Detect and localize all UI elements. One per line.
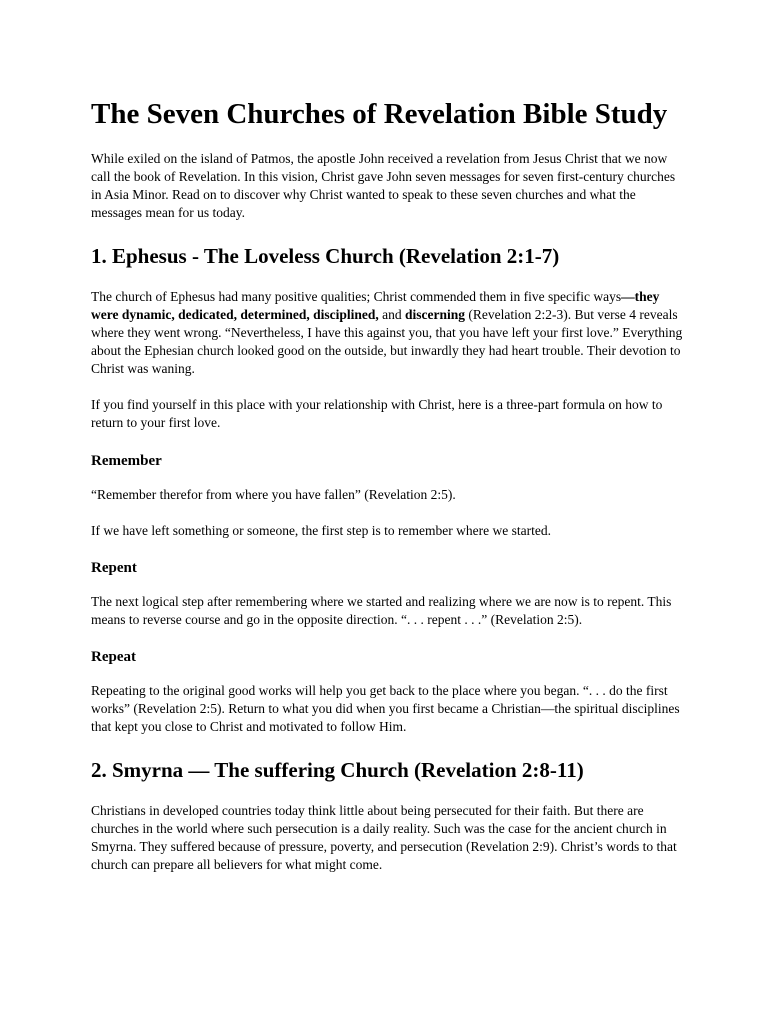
document-page bbox=[91, 96, 683, 892]
repeat-paragraph: Repeating to the original good works will help you get back to the place where you began. “. . . do the first works” (Revelation 2:5). Return to what you did when you first became a Christian—the spiritual disciplines that kept you close to Christ and motivated to follow Him. bbox=[91, 683, 680, 734]
document-title: The Seven Churches of Revelation Bible Study bbox=[91, 98, 668, 130]
ephesus-discerning: discerning bbox=[405, 307, 466, 322]
remember-quote: “Remember therefor from where you have fallen” (Revelation 2:5). bbox=[91, 487, 456, 502]
section-heading-ephesus: 1. Ephesus - The Loveless Church (Revelation 2:1-7) bbox=[91, 244, 560, 268]
ephesus-paragraph-start: The church of Ephesus had many positive qualities; Christ commended them in five specific ways bbox=[91, 289, 622, 304]
section-heading-smyrna: 2. Smyrna — The suffering Church (Revelation 2:8-11) bbox=[91, 758, 584, 782]
formula-paragraph: If you find yourself in this place with your relationship with Christ, here is a three-part formula on how to return to your first love. bbox=[91, 397, 663, 430]
smyrna-paragraph: Christians in developed countries today think little about being persecuted for their faith. But there are churches in the world where such persecution is a daily reality. Such was the case for the ancient church in Smyrna. They suffered because of pressure, poverty, and persecution (Revelation 2:9). Christ’s words to that church can prepare all believers for what might come. bbox=[91, 803, 677, 872]
remember-paragraph: If we have left something or someone, the first step is to remember where we started. bbox=[91, 523, 551, 538]
ephesus-qualities: dynamic, dedicated, determined, disciplined, bbox=[121, 307, 379, 322]
subheading-repeat: Repeat bbox=[91, 649, 136, 665]
ephesus-paragraph bbox=[91, 288, 683, 378]
intro-paragraph: While exiled on the island of Patmos, the apostle John received a revelation from Jesus Christ that we now call the book of Revelation. In this vision, Christ gave John seven messages for seven first-century churches in Asia Minor. Read on to discover why Christ wanted to speak to these seven churches and what the messages mean for us today. bbox=[91, 151, 676, 220]
subheading-remember: Remember bbox=[91, 453, 162, 469]
repent-paragraph: The next logical step after remembering where we started and realizing where we are now is to repent. This means to reverse course and go in the opposite direction. “. . . repent . . .” (Revelation 2:5). bbox=[91, 594, 672, 627]
ephesus-paragraph-end: (Revelation 2:2-3). But verse 4 reveals where they went wrong. “Nevertheless, I have this against you, that you have left your first love.” Everything about the Ephesian church looked good on the outside, but inwardly they had heart trouble. Their devotion to Christ was waning. bbox=[91, 307, 683, 376]
subheading-repent: Repent bbox=[91, 560, 137, 576]
ephesus-dash: —they were bbox=[91, 289, 660, 322]
ephesus-and: and bbox=[378, 307, 405, 322]
